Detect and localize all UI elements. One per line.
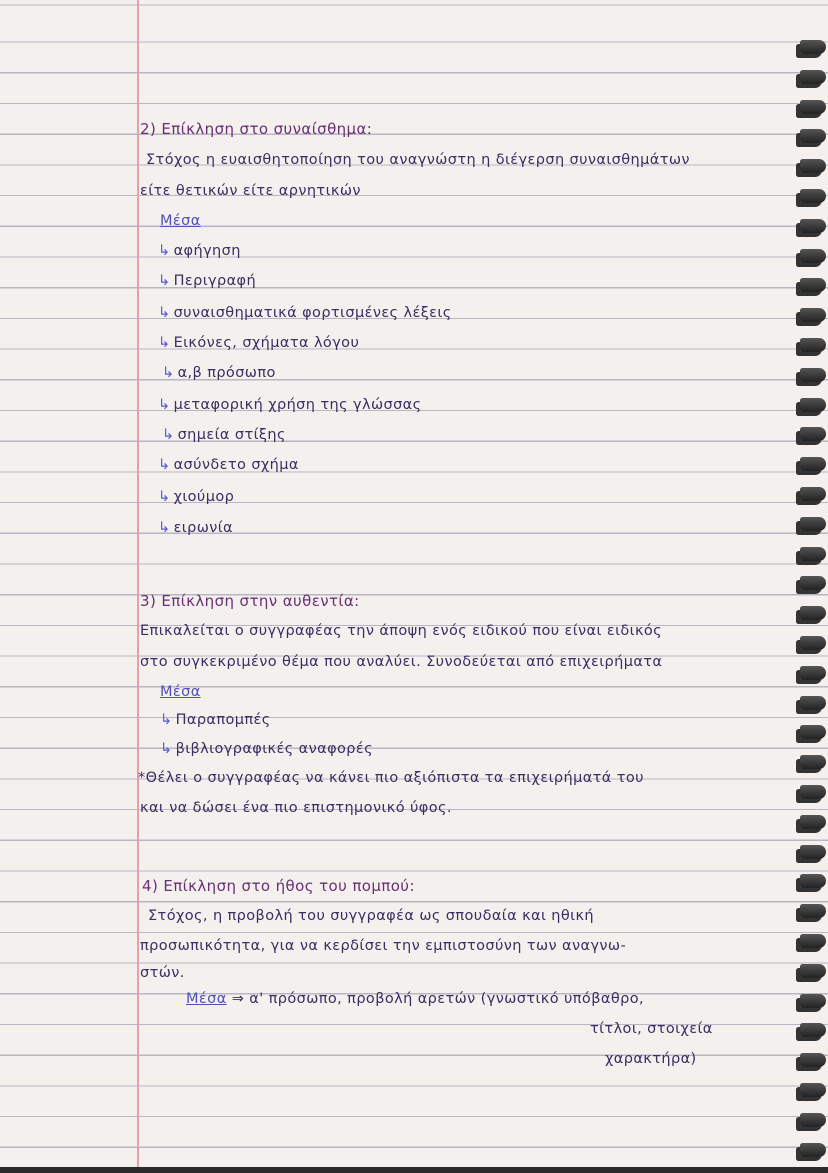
arrow-icon: ↳ bbox=[158, 489, 171, 505]
spiral-ring bbox=[800, 725, 826, 739]
item-text: μεταφορική χρήση της γλώσσας bbox=[173, 397, 422, 413]
section2-item bbox=[162, 427, 286, 443]
section3-text-line: στο συγκεκριμένο θέμα που αναλύει. Συνοδεύεται από επιχειρήματα bbox=[140, 654, 663, 670]
spiral-ring bbox=[800, 1053, 826, 1067]
item-text: βιβλιογραφικές αναφορές bbox=[175, 741, 374, 757]
spiral-ring bbox=[800, 308, 826, 322]
section4-heading: 4) Επίκληση στο ήθος του πομπού: bbox=[142, 877, 415, 895]
section2-item bbox=[158, 397, 422, 413]
section3-item bbox=[160, 712, 271, 728]
spiral-ring bbox=[800, 904, 826, 918]
spiral-ring bbox=[800, 994, 826, 1008]
section4-means-text: ⇒ α' πρόσωπο, προβολή αρετών (γνωστικό υπόβαθρο, bbox=[231, 991, 644, 1007]
section2-item bbox=[162, 365, 276, 381]
spiral-ring bbox=[800, 40, 826, 54]
spiral-ring bbox=[800, 189, 826, 203]
section2-item bbox=[158, 520, 233, 536]
spiral-ring bbox=[800, 100, 826, 114]
arrow-icon: ↳ bbox=[162, 365, 175, 381]
margin-line bbox=[137, 0, 139, 1173]
section4-means-label: Μέσα bbox=[186, 991, 227, 1007]
section4-text-line: προσωπικότητα, για να κερδίσει την εμπιστοσύνη των αναγνω- bbox=[140, 938, 627, 954]
spiral-ring bbox=[800, 934, 826, 948]
spiral-ring bbox=[800, 636, 826, 650]
section4-text-line: στών. bbox=[140, 965, 185, 981]
spiral-ring bbox=[800, 219, 826, 233]
item-text: αφήγηση bbox=[173, 243, 241, 259]
arrow-icon: ↳ bbox=[160, 741, 173, 757]
section2-item bbox=[158, 243, 241, 259]
spiral-ring bbox=[800, 666, 826, 680]
spiral-ring bbox=[800, 755, 826, 769]
arrow-icon: ↳ bbox=[158, 397, 171, 413]
spiral-ring bbox=[800, 696, 826, 710]
arrow-icon: ↳ bbox=[158, 520, 171, 536]
item-text: Παραπομπές bbox=[175, 712, 271, 728]
spiral-ring bbox=[800, 1083, 826, 1097]
spiral-ring bbox=[800, 487, 826, 501]
item-text: χιούμορ bbox=[173, 489, 235, 505]
section4-text-line: Στόχος, η προβολή του συγγραφέα ως σπουδαία και ηθική bbox=[148, 908, 594, 924]
spiral-ring bbox=[800, 576, 826, 590]
section3-note-line: και να δώσει ένα πιο επιστημονικό ύφος. bbox=[140, 800, 452, 816]
spiral-ring bbox=[800, 606, 826, 620]
spiral-ring bbox=[800, 1023, 826, 1037]
spiral-ring bbox=[800, 368, 826, 382]
spiral-ring bbox=[800, 1113, 826, 1127]
section2-text-line: είτε θετικών είτε αρνητικών bbox=[140, 183, 361, 199]
section3-item bbox=[160, 741, 373, 757]
section2-item bbox=[158, 489, 234, 505]
spiral-ring bbox=[800, 815, 826, 829]
section3-note-line: *Θέλει ο συγγραφέας να κάνει πιο αξιόπιστα τα επιχειρήματά του bbox=[138, 770, 644, 786]
item-text: σημεία στίξης bbox=[177, 427, 286, 443]
arrow-icon: ↳ bbox=[158, 305, 171, 321]
spiral-ring bbox=[800, 874, 826, 888]
section3-heading: 3) Επίκληση στην αυθεντία: bbox=[140, 592, 360, 610]
arrow-icon: ↳ bbox=[158, 273, 171, 289]
arrow-icon: ↳ bbox=[158, 457, 171, 473]
arrow-icon: ↳ bbox=[158, 335, 171, 351]
spiral-ring bbox=[800, 785, 826, 799]
section4-means-cont: τίτλοι, στοιχεία bbox=[590, 1021, 713, 1037]
spiral-ring bbox=[800, 278, 826, 292]
spiral-binding bbox=[794, 40, 828, 1170]
spiral-ring bbox=[800, 129, 826, 143]
spiral-ring bbox=[800, 964, 826, 978]
item-text: Εικόνες, σχήματα λόγου bbox=[173, 335, 360, 351]
spiral-ring bbox=[800, 517, 826, 531]
section4-means bbox=[186, 991, 644, 1007]
section2-heading: 2) Επίκληση στο συναίσθημα: bbox=[140, 120, 373, 138]
arrow-icon: ↳ bbox=[160, 712, 173, 728]
arrow-icon: ↳ bbox=[162, 427, 175, 443]
item-text: ασύνδετο σχήμα bbox=[173, 457, 299, 473]
section3-text-line: Επικαλείται ο συγγραφέας την άποψη ενός ειδικού που είναι ειδικός bbox=[140, 623, 663, 639]
spiral-ring bbox=[800, 398, 826, 412]
item-text: α,β πρόσωπο bbox=[177, 365, 276, 381]
section2-item bbox=[158, 305, 452, 321]
item-text: συναισθηματικά φορτισμένες λέξεις bbox=[173, 305, 452, 321]
section2-item bbox=[158, 457, 299, 473]
section4-means-cont: χαρακτήρα) bbox=[605, 1051, 697, 1067]
spiral-ring bbox=[800, 547, 826, 561]
section2-means-label: Μέσα bbox=[160, 213, 201, 229]
section2-item bbox=[158, 335, 359, 351]
spiral-ring bbox=[800, 427, 826, 441]
item-text: Περιγραφή bbox=[173, 273, 257, 289]
spiral-ring bbox=[800, 70, 826, 84]
item-text: ειρωνία bbox=[173, 520, 234, 536]
spiral-ring bbox=[800, 338, 826, 352]
section3-means-label: Μέσα bbox=[160, 684, 201, 700]
spiral-ring bbox=[800, 159, 826, 173]
section2-item bbox=[158, 273, 256, 289]
spiral-ring bbox=[800, 845, 826, 859]
spiral-ring bbox=[800, 249, 826, 263]
arrow-icon: ↳ bbox=[158, 243, 171, 259]
spiral-ring bbox=[800, 457, 826, 471]
page-edge bbox=[0, 1167, 828, 1173]
section2-text-line: Στόχος η ευαισθητοποίηση του αναγνώστη η διέγερση συναισθημάτων bbox=[146, 152, 690, 168]
spiral-ring bbox=[800, 1143, 826, 1157]
